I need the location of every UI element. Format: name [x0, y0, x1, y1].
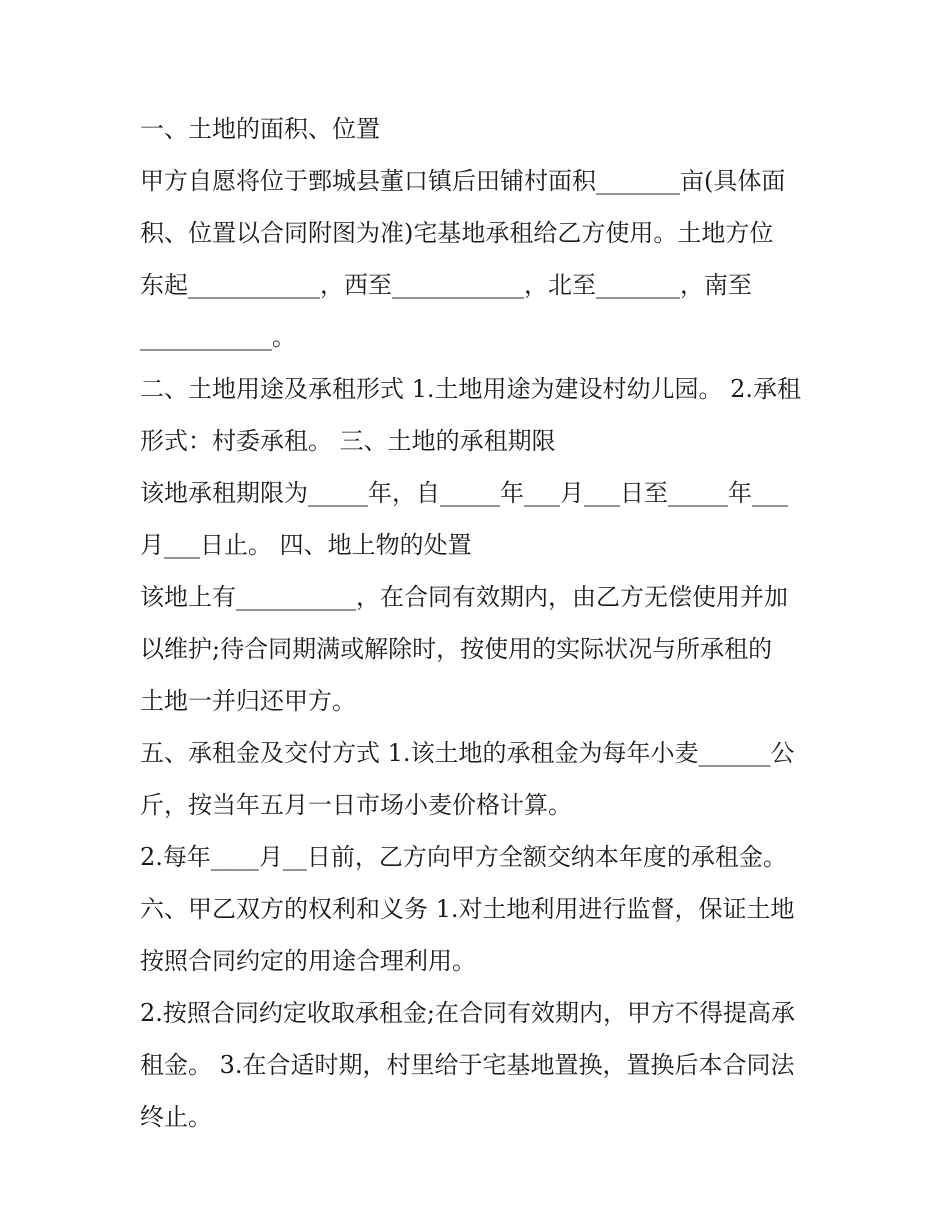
text-line: 终止。 [140, 1103, 212, 1131]
section-6-text: 六、甲乙双方的权利和义务 1.对土地利用进行监督，保证土地 [140, 895, 795, 923]
text-line: 月___日止。 四、地上物的处置 [140, 531, 472, 559]
text-line: 2.每年____月__日前，乙方向甲方全额交纳本年度的承租金。 [140, 843, 787, 871]
section-2-text: 二、土地用途及承租形式 1.土地用途为建设村幼儿园。 2.承租 [140, 375, 802, 403]
text-line: 以维护;待合同期满或解除时，按使用的实际状况与所承租的 [140, 635, 773, 663]
text-line: 甲方自愿将位于鄄城县董口镇后田铺村面积_______亩(具体面 [140, 167, 786, 195]
text-line: 2.按照合同约定收取承租金;在合同有效期内，甲方不得提高承 [140, 999, 795, 1027]
text-line: 斤，按当年五月一日市场小麦价格计算。 [140, 791, 572, 819]
section-5-text: 五、承租金及交付方式 1.该土地的承租金为每年小麦______公 [140, 739, 795, 767]
text-line: 土地一并归还甲方。 [140, 687, 356, 715]
section-3-text: 该地承租期限为_____年，自_____年___月___日至_____年___ [140, 479, 788, 507]
text-line: 形式：村委承租。 三、土地的承租期限 [140, 427, 556, 455]
text-line: 按照合同约定的用途合理利用。 [140, 947, 476, 975]
section-1-heading: 一、土地的面积、位置 [140, 115, 380, 143]
text-line: 东起___________，西至___________，北至_______，南至 [140, 271, 752, 299]
text-line: ___________。 [140, 323, 296, 351]
text-line: 租金。 3.在合适时期，村里给于宅基地置换，置换后本合同法 [140, 1051, 795, 1079]
section-4-text: 该地上有__________，在合同有效期内，由乙方无偿使用并加 [140, 583, 788, 611]
document-body [140, 103, 820, 1143]
text-line: 积、位置以合同附图为准)宅基地承租给乙方使用。土地方位 [140, 219, 774, 247]
